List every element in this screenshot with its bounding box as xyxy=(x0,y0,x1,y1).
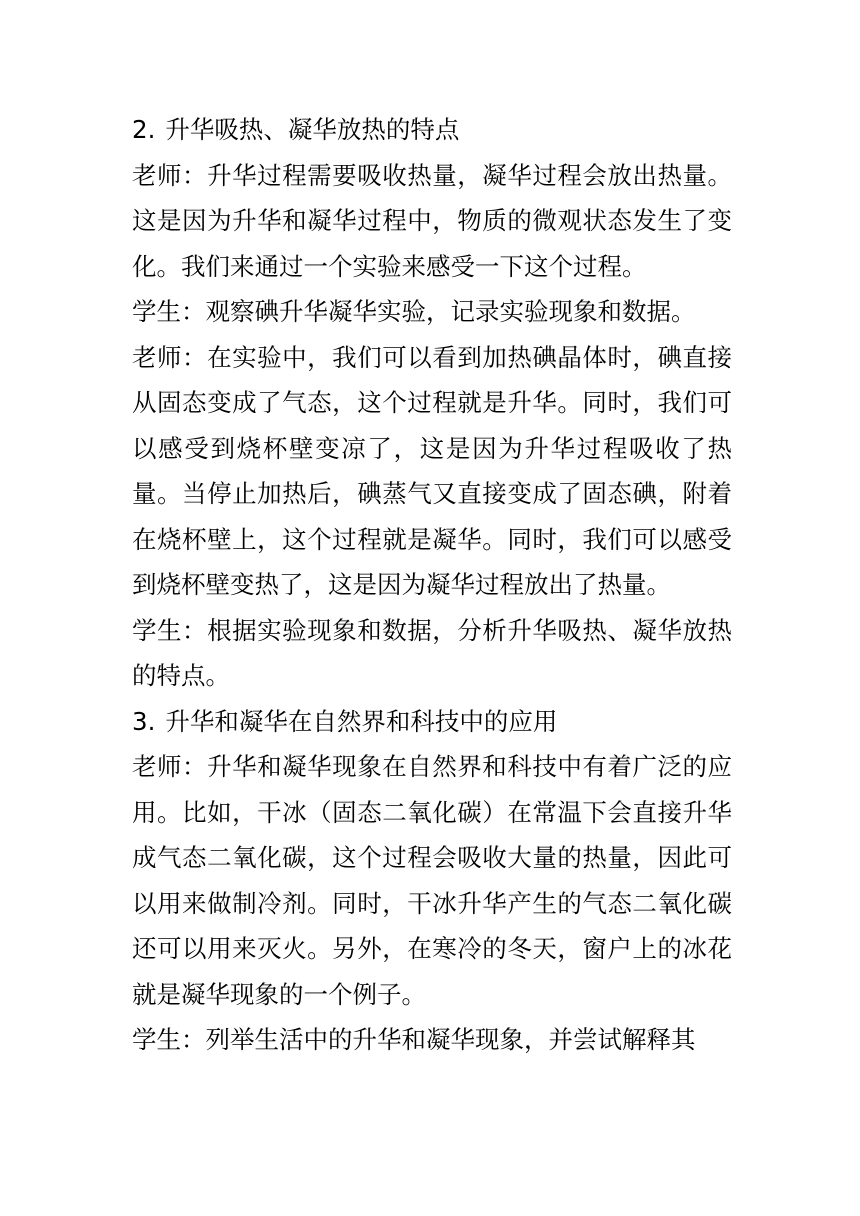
paragraph-teacher: 老师：在实验中，我们可以看到加热碘晶体时，碘直接从固态变成了气态，这个过程就是升华。同时，我们可以感受到烧杯壁变凉了，这是因为升华过程吸收了热量。当停止加热后，碘蒸气又直接变成了固态碘，附着在烧杯壁上，这个过程就是凝华。同时，我们可以感受到烧杯壁变热了，这是因为凝华过程放出了热量。 xyxy=(132,342,732,599)
section-number: 2. xyxy=(132,115,156,144)
section-title: 升华和凝华在自然界和科技中的应用 xyxy=(165,706,558,736)
section-number: 3. xyxy=(132,706,156,736)
paragraph-teacher: 老师：升华和凝华现象在自然界和科技中有着广泛的应用。比如，干冰（固态二氧化碳）在常温下会直接升华成气态二氧化碳，这个过程会吸收大量的热量，因此可以用来做制冷剂。同时，干冰升华产生的气态二氧化碳还可以用来灭火。另外，在寒冷的冬天，窗户上的冰花就是凝华现象的一个例子。 xyxy=(132,752,732,1009)
section-heading xyxy=(132,699,732,745)
paragraph-teacher: 老师：升华过程需要吸收热量，凝华过程会放出热量。这是因为升华和凝华过程中，物质的微观状态发生了变化。我们来通过一个实验来感受一下这个过程。 xyxy=(132,160,732,281)
paragraph-student: 学生：观察碘升华凝华实验，记录实验现象和数据。 xyxy=(132,297,696,326)
document-page xyxy=(132,107,732,1063)
section-title: 升华吸热、凝华放热的特点 xyxy=(165,115,460,144)
paragraph-student: 学生：根据实验现象和数据，分析升华吸热、凝华放热的特点。 xyxy=(132,615,732,690)
paragraph-student: 学生：列举生活中的升华和凝华现象，并尝试解释其 xyxy=(132,1025,696,1054)
section-heading xyxy=(132,107,732,153)
